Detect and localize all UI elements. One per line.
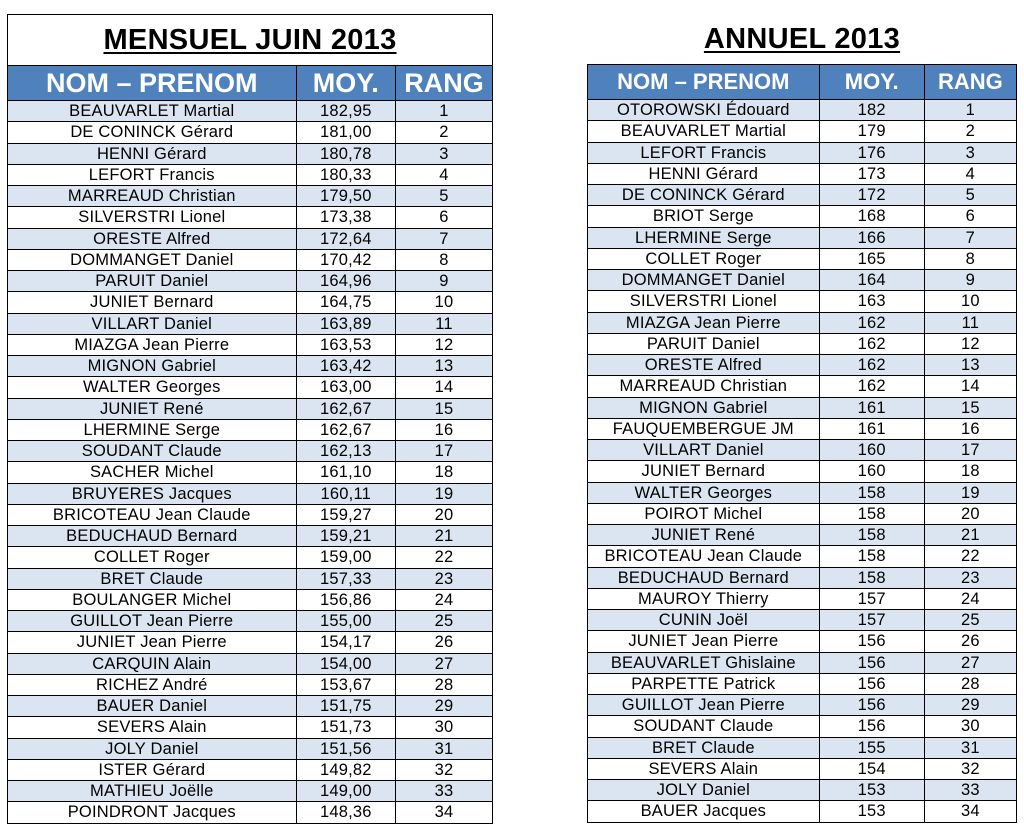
rank-cell: 14 (395, 377, 492, 398)
average-cell: 151,75 (296, 696, 395, 717)
table-row (588, 291, 1017, 312)
rank-cell: 12 (924, 333, 1016, 354)
annual-header-name: NOM – PRENOM (588, 65, 820, 100)
average-cell: 161 (819, 397, 924, 418)
player-name-cell: WALTER Georges (588, 482, 820, 503)
player-name-cell: BOULANGER Michel (8, 589, 297, 610)
rank-cell: 16 (924, 418, 1016, 439)
average-cell: 155,00 (296, 611, 395, 632)
player-name-cell: VILLART Daniel (8, 313, 297, 334)
player-name-cell: BRET Claude (8, 568, 297, 589)
table-row (588, 631, 1017, 652)
average-cell: 161,10 (296, 462, 395, 483)
player-name-cell: JUNIET Bernard (8, 292, 297, 313)
rank-cell: 14 (924, 376, 1016, 397)
average-cell: 180,78 (296, 143, 395, 164)
player-name-cell: ISTER Gérard (8, 759, 297, 780)
average-cell: 162 (819, 333, 924, 354)
rank-cell: 29 (395, 696, 492, 717)
table-row (588, 801, 1017, 822)
average-cell: 163 (819, 291, 924, 312)
rank-cell: 28 (395, 674, 492, 695)
rank-cell: 31 (395, 738, 492, 759)
table-row (8, 292, 493, 313)
player-name-cell: BRUYERES Jacques (8, 483, 297, 504)
rank-cell: 26 (395, 632, 492, 653)
table-row (8, 526, 493, 547)
player-name-cell: OTOROWSKI Édouard (588, 100, 820, 121)
table-row (588, 248, 1017, 269)
rank-cell: 25 (395, 611, 492, 632)
average-cell: 162 (819, 355, 924, 376)
table-row (8, 462, 493, 483)
table-row (588, 270, 1017, 291)
rank-cell: 10 (924, 291, 1016, 312)
table-row (588, 652, 1017, 673)
rank-cell: 28 (924, 673, 1016, 694)
monthly-header-average: MOY. (296, 66, 395, 101)
rank-cell: 23 (395, 568, 492, 589)
rank-cell: 7 (395, 228, 492, 249)
player-name-cell: MATHIEU Joëlle (8, 781, 297, 802)
annual-header-row (588, 65, 1017, 100)
monthly-header-name: NOM – PRENOM (8, 66, 297, 101)
rank-cell: 15 (924, 397, 1016, 418)
rank-cell: 27 (395, 653, 492, 674)
table-row (588, 206, 1017, 227)
table-row (8, 228, 493, 249)
average-cell: 162,13 (296, 441, 395, 462)
average-cell: 160,11 (296, 483, 395, 504)
average-cell: 163,89 (296, 313, 395, 334)
rank-cell: 27 (924, 652, 1016, 673)
rank-cell: 2 (924, 121, 1016, 142)
average-cell: 179 (819, 121, 924, 142)
player-name-cell: FAUQUEMBERGUE JM (588, 418, 820, 439)
rank-cell: 31 (924, 737, 1016, 758)
table-row (588, 525, 1017, 546)
player-name-cell: PARUIT Daniel (8, 271, 297, 292)
annual-header-rank: RANG (924, 65, 1016, 100)
player-name-cell: DE CONINCK Gérard (8, 122, 297, 143)
table-row (8, 207, 493, 228)
player-name-cell: CARQUIN Alain (8, 653, 297, 674)
player-name-cell: BAUER Jacques (588, 801, 820, 822)
table-row (8, 356, 493, 377)
table-row (588, 440, 1017, 461)
average-cell: 156 (819, 716, 924, 737)
rank-cell: 29 (924, 695, 1016, 716)
rank-cell: 19 (924, 482, 1016, 503)
table-row (588, 695, 1017, 716)
average-cell: 158 (819, 482, 924, 503)
player-name-cell: RICHEZ André (8, 674, 297, 695)
table-row (8, 101, 493, 122)
average-cell: 172 (819, 185, 924, 206)
average-cell: 149,00 (296, 781, 395, 802)
table-row (588, 780, 1017, 801)
table-row (8, 589, 493, 610)
rank-cell: 20 (395, 504, 492, 525)
average-cell: 166 (819, 227, 924, 248)
rank-cell: 9 (395, 271, 492, 292)
table-row (588, 333, 1017, 354)
player-name-cell: WALTER Georges (8, 377, 297, 398)
player-name-cell: SEVERS Alain (8, 717, 297, 738)
table-row (8, 738, 493, 759)
rank-cell: 18 (924, 461, 1016, 482)
rank-cell: 26 (924, 631, 1016, 652)
rank-cell: 23 (924, 567, 1016, 588)
table-row (8, 441, 493, 462)
rank-cell: 33 (924, 780, 1016, 801)
rank-cell: 1 (924, 100, 1016, 121)
annual-ranking-panel (587, 64, 1017, 823)
average-cell: 160 (819, 440, 924, 461)
table-row (8, 611, 493, 632)
monthly-ranking-panel (7, 14, 493, 824)
average-cell: 158 (819, 546, 924, 567)
player-name-cell: BEDUCHAUD Bernard (588, 567, 820, 588)
player-name-cell: JUNIET René (8, 398, 297, 419)
player-name-cell: PARUIT Daniel (588, 333, 820, 354)
table-row (8, 547, 493, 568)
rank-cell: 17 (924, 440, 1016, 461)
rank-cell: 34 (395, 802, 492, 823)
player-name-cell: SILVERSTRI Lionel (588, 291, 820, 312)
average-cell: 162 (819, 376, 924, 397)
player-name-cell: JUNIET René (588, 525, 820, 546)
rank-cell: 17 (395, 441, 492, 462)
table-row (588, 418, 1017, 439)
average-cell: 153 (819, 780, 924, 801)
player-name-cell: VILLART Daniel (588, 440, 820, 461)
average-cell: 181,00 (296, 122, 395, 143)
table-row (8, 674, 493, 695)
average-cell: 155 (819, 737, 924, 758)
rank-cell: 20 (924, 503, 1016, 524)
table-row (588, 673, 1017, 694)
rank-cell: 12 (395, 334, 492, 355)
average-cell: 162 (819, 312, 924, 333)
rank-cell: 13 (395, 356, 492, 377)
table-row (8, 504, 493, 525)
rank-cell: 11 (395, 313, 492, 334)
player-name-cell: COLLET Roger (8, 547, 297, 568)
average-cell: 182 (819, 100, 924, 121)
rank-cell: 4 (924, 163, 1016, 184)
annual-header-average: MOY. (819, 65, 924, 100)
average-cell: 182,95 (296, 101, 395, 122)
average-cell: 163,00 (296, 377, 395, 398)
table-row (8, 483, 493, 504)
average-cell: 180,33 (296, 164, 395, 185)
rank-cell: 8 (924, 248, 1016, 269)
rank-cell: 19 (395, 483, 492, 504)
player-name-cell: GUILLOT Jean Pierre (8, 611, 297, 632)
player-name-cell: BRET Claude (588, 737, 820, 758)
player-name-cell: HENNI Gérard (588, 163, 820, 184)
table-row (8, 419, 493, 440)
player-name-cell: MIGNON Gabriel (588, 397, 820, 418)
player-name-cell: DOMMANGET Daniel (588, 270, 820, 291)
table-row (588, 716, 1017, 737)
player-name-cell: MIAZGA Jean Pierre (588, 312, 820, 333)
average-cell: 149,82 (296, 759, 395, 780)
rank-cell: 15 (395, 398, 492, 419)
average-cell: 164,75 (296, 292, 395, 313)
table-row (8, 271, 493, 292)
player-name-cell: ORESTE Alfred (8, 228, 297, 249)
player-name-cell: JUNIET Bernard (588, 461, 820, 482)
average-cell: 153 (819, 801, 924, 822)
table-row (588, 461, 1017, 482)
rank-cell: 5 (395, 186, 492, 207)
average-cell: 156 (819, 631, 924, 652)
rank-cell: 34 (924, 801, 1016, 822)
table-row (588, 397, 1017, 418)
player-name-cell: LEFORT Francis (8, 164, 297, 185)
table-row (8, 781, 493, 802)
player-name-cell: JUNIET Jean Pierre (588, 631, 820, 652)
table-row (8, 398, 493, 419)
rank-cell: 22 (395, 547, 492, 568)
rank-cell: 3 (924, 142, 1016, 163)
table-row (588, 142, 1017, 163)
monthly-title: MENSUEL JUIN 2013 (103, 23, 397, 56)
rank-cell: 7 (924, 227, 1016, 248)
average-cell: 161 (819, 418, 924, 439)
table-row (588, 121, 1017, 142)
player-name-cell: BEAUVARLET Martial (8, 101, 297, 122)
average-cell: 176 (819, 142, 924, 163)
average-cell: 157,33 (296, 568, 395, 589)
player-name-cell: JOLY Daniel (8, 738, 297, 759)
player-name-cell: SOUDANT Claude (8, 441, 297, 462)
table-row (588, 610, 1017, 631)
rank-cell: 5 (924, 185, 1016, 206)
rank-cell: 8 (395, 249, 492, 270)
table-row (8, 717, 493, 738)
average-cell: 158 (819, 525, 924, 546)
average-cell: 162,67 (296, 398, 395, 419)
player-name-cell: SILVERSTRI Lionel (8, 207, 297, 228)
monthly-ranking-table (7, 65, 493, 824)
table-row (8, 653, 493, 674)
player-name-cell: DE CONINCK Gérard (588, 185, 820, 206)
player-name-cell: MARREAUD Christian (588, 376, 820, 397)
player-name-cell: JUNIET Jean Pierre (8, 632, 297, 653)
rank-cell: 10 (395, 292, 492, 313)
average-cell: 164 (819, 270, 924, 291)
table-row (8, 313, 493, 334)
average-cell: 164,96 (296, 271, 395, 292)
player-name-cell: BEAUVARLET Martial (588, 121, 820, 142)
table-row (8, 632, 493, 653)
rank-cell: 30 (924, 716, 1016, 737)
annual-ranking-table (587, 64, 1017, 823)
table-row (588, 100, 1017, 121)
player-name-cell: LHERMINE Serge (588, 227, 820, 248)
average-cell: 157 (819, 588, 924, 609)
rank-cell: 6 (924, 206, 1016, 227)
rank-cell: 24 (924, 588, 1016, 609)
rank-cell: 21 (924, 525, 1016, 546)
rank-cell: 4 (395, 164, 492, 185)
table-row (588, 312, 1017, 333)
player-name-cell: BEAUVARLET Ghislaine (588, 652, 820, 673)
average-cell: 158 (819, 567, 924, 588)
rank-cell: 25 (924, 610, 1016, 631)
table-row (8, 143, 493, 164)
player-name-cell: SOUDANT Claude (588, 716, 820, 737)
average-cell: 163,53 (296, 334, 395, 355)
rank-cell: 1 (395, 101, 492, 122)
rank-cell: 13 (924, 355, 1016, 376)
table-row (8, 186, 493, 207)
table-row (8, 759, 493, 780)
rank-cell: 30 (395, 717, 492, 738)
average-cell: 156 (819, 695, 924, 716)
player-name-cell: COLLET Roger (588, 248, 820, 269)
table-row (8, 164, 493, 185)
rank-cell: 32 (924, 758, 1016, 779)
player-name-cell: JOLY Daniel (588, 780, 820, 801)
monthly-header-row (8, 66, 493, 101)
player-name-cell: SEVERS Alain (588, 758, 820, 779)
table-row (588, 163, 1017, 184)
average-cell: 153,67 (296, 674, 395, 695)
table-row (8, 377, 493, 398)
table-row (588, 567, 1017, 588)
average-cell: 154,00 (296, 653, 395, 674)
average-cell: 165 (819, 248, 924, 269)
average-cell: 151,56 (296, 738, 395, 759)
average-cell: 159,00 (296, 547, 395, 568)
average-cell: 168 (819, 206, 924, 227)
rank-cell: 2 (395, 122, 492, 143)
rank-cell: 11 (924, 312, 1016, 333)
average-cell: 154 (819, 758, 924, 779)
table-row (8, 802, 493, 823)
annual-title: ANNUEL 2013 (703, 22, 901, 55)
average-cell: 158 (819, 503, 924, 524)
table-row (588, 758, 1017, 779)
table-row (588, 546, 1017, 567)
player-name-cell: BRICOTEAU Jean Claude (8, 504, 297, 525)
table-row (588, 588, 1017, 609)
table-row (588, 376, 1017, 397)
rank-cell: 22 (924, 546, 1016, 567)
table-row (8, 334, 493, 355)
monthly-title-box (7, 14, 493, 65)
table-row (8, 696, 493, 717)
monthly-header-rank: RANG (395, 66, 492, 101)
rank-cell: 9 (924, 270, 1016, 291)
player-name-cell: LEFORT Francis (588, 142, 820, 163)
average-cell: 156 (819, 652, 924, 673)
player-name-cell: BRIOT Serge (588, 206, 820, 227)
rank-cell: 18 (395, 462, 492, 483)
average-cell: 151,73 (296, 717, 395, 738)
rank-cell: 21 (395, 526, 492, 547)
player-name-cell: POIROT Michel (588, 503, 820, 524)
average-cell: 159,21 (296, 526, 395, 547)
average-cell: 148,36 (296, 802, 395, 823)
average-cell: 179,50 (296, 186, 395, 207)
annual-title-box (587, 14, 1017, 64)
average-cell: 154,17 (296, 632, 395, 653)
player-name-cell: MIGNON Gabriel (8, 356, 297, 377)
average-cell: 156 (819, 673, 924, 694)
table-row (588, 227, 1017, 248)
player-name-cell: MIAZGA Jean Pierre (8, 334, 297, 355)
average-cell: 170,42 (296, 249, 395, 270)
table-row (588, 482, 1017, 503)
player-name-cell: BRICOTEAU Jean Claude (588, 546, 820, 567)
average-cell: 162,67 (296, 419, 395, 440)
player-name-cell: PARPETTE Patrick (588, 673, 820, 694)
player-name-cell: ORESTE Alfred (588, 355, 820, 376)
average-cell: 173 (819, 163, 924, 184)
table-row (588, 737, 1017, 758)
rank-cell: 3 (395, 143, 492, 164)
rank-cell: 33 (395, 781, 492, 802)
average-cell: 173,38 (296, 207, 395, 228)
rank-cell: 24 (395, 589, 492, 610)
average-cell: 157 (819, 610, 924, 631)
player-name-cell: MAUROY Thierry (588, 588, 820, 609)
player-name-cell: LHERMINE Serge (8, 419, 297, 440)
player-name-cell: HENNI Gérard (8, 143, 297, 164)
player-name-cell: SACHER Michel (8, 462, 297, 483)
player-name-cell: BEDUCHAUD Bernard (8, 526, 297, 547)
table-row (8, 249, 493, 270)
player-name-cell: DOMMANGET Daniel (8, 249, 297, 270)
average-cell: 172,64 (296, 228, 395, 249)
player-name-cell: POINDRONT Jacques (8, 802, 297, 823)
player-name-cell: CUNIN Joël (588, 610, 820, 631)
table-row (588, 185, 1017, 206)
table-row (588, 355, 1017, 376)
table-row (8, 122, 493, 143)
average-cell: 160 (819, 461, 924, 482)
average-cell: 159,27 (296, 504, 395, 525)
rank-cell: 32 (395, 759, 492, 780)
average-cell: 156,86 (296, 589, 395, 610)
rank-cell: 16 (395, 419, 492, 440)
table-row (588, 503, 1017, 524)
average-cell: 163,42 (296, 356, 395, 377)
table-row (8, 568, 493, 589)
rank-cell: 6 (395, 207, 492, 228)
player-name-cell: GUILLOT Jean Pierre (588, 695, 820, 716)
player-name-cell: BAUER Daniel (8, 696, 297, 717)
player-name-cell: MARREAUD Christian (8, 186, 297, 207)
